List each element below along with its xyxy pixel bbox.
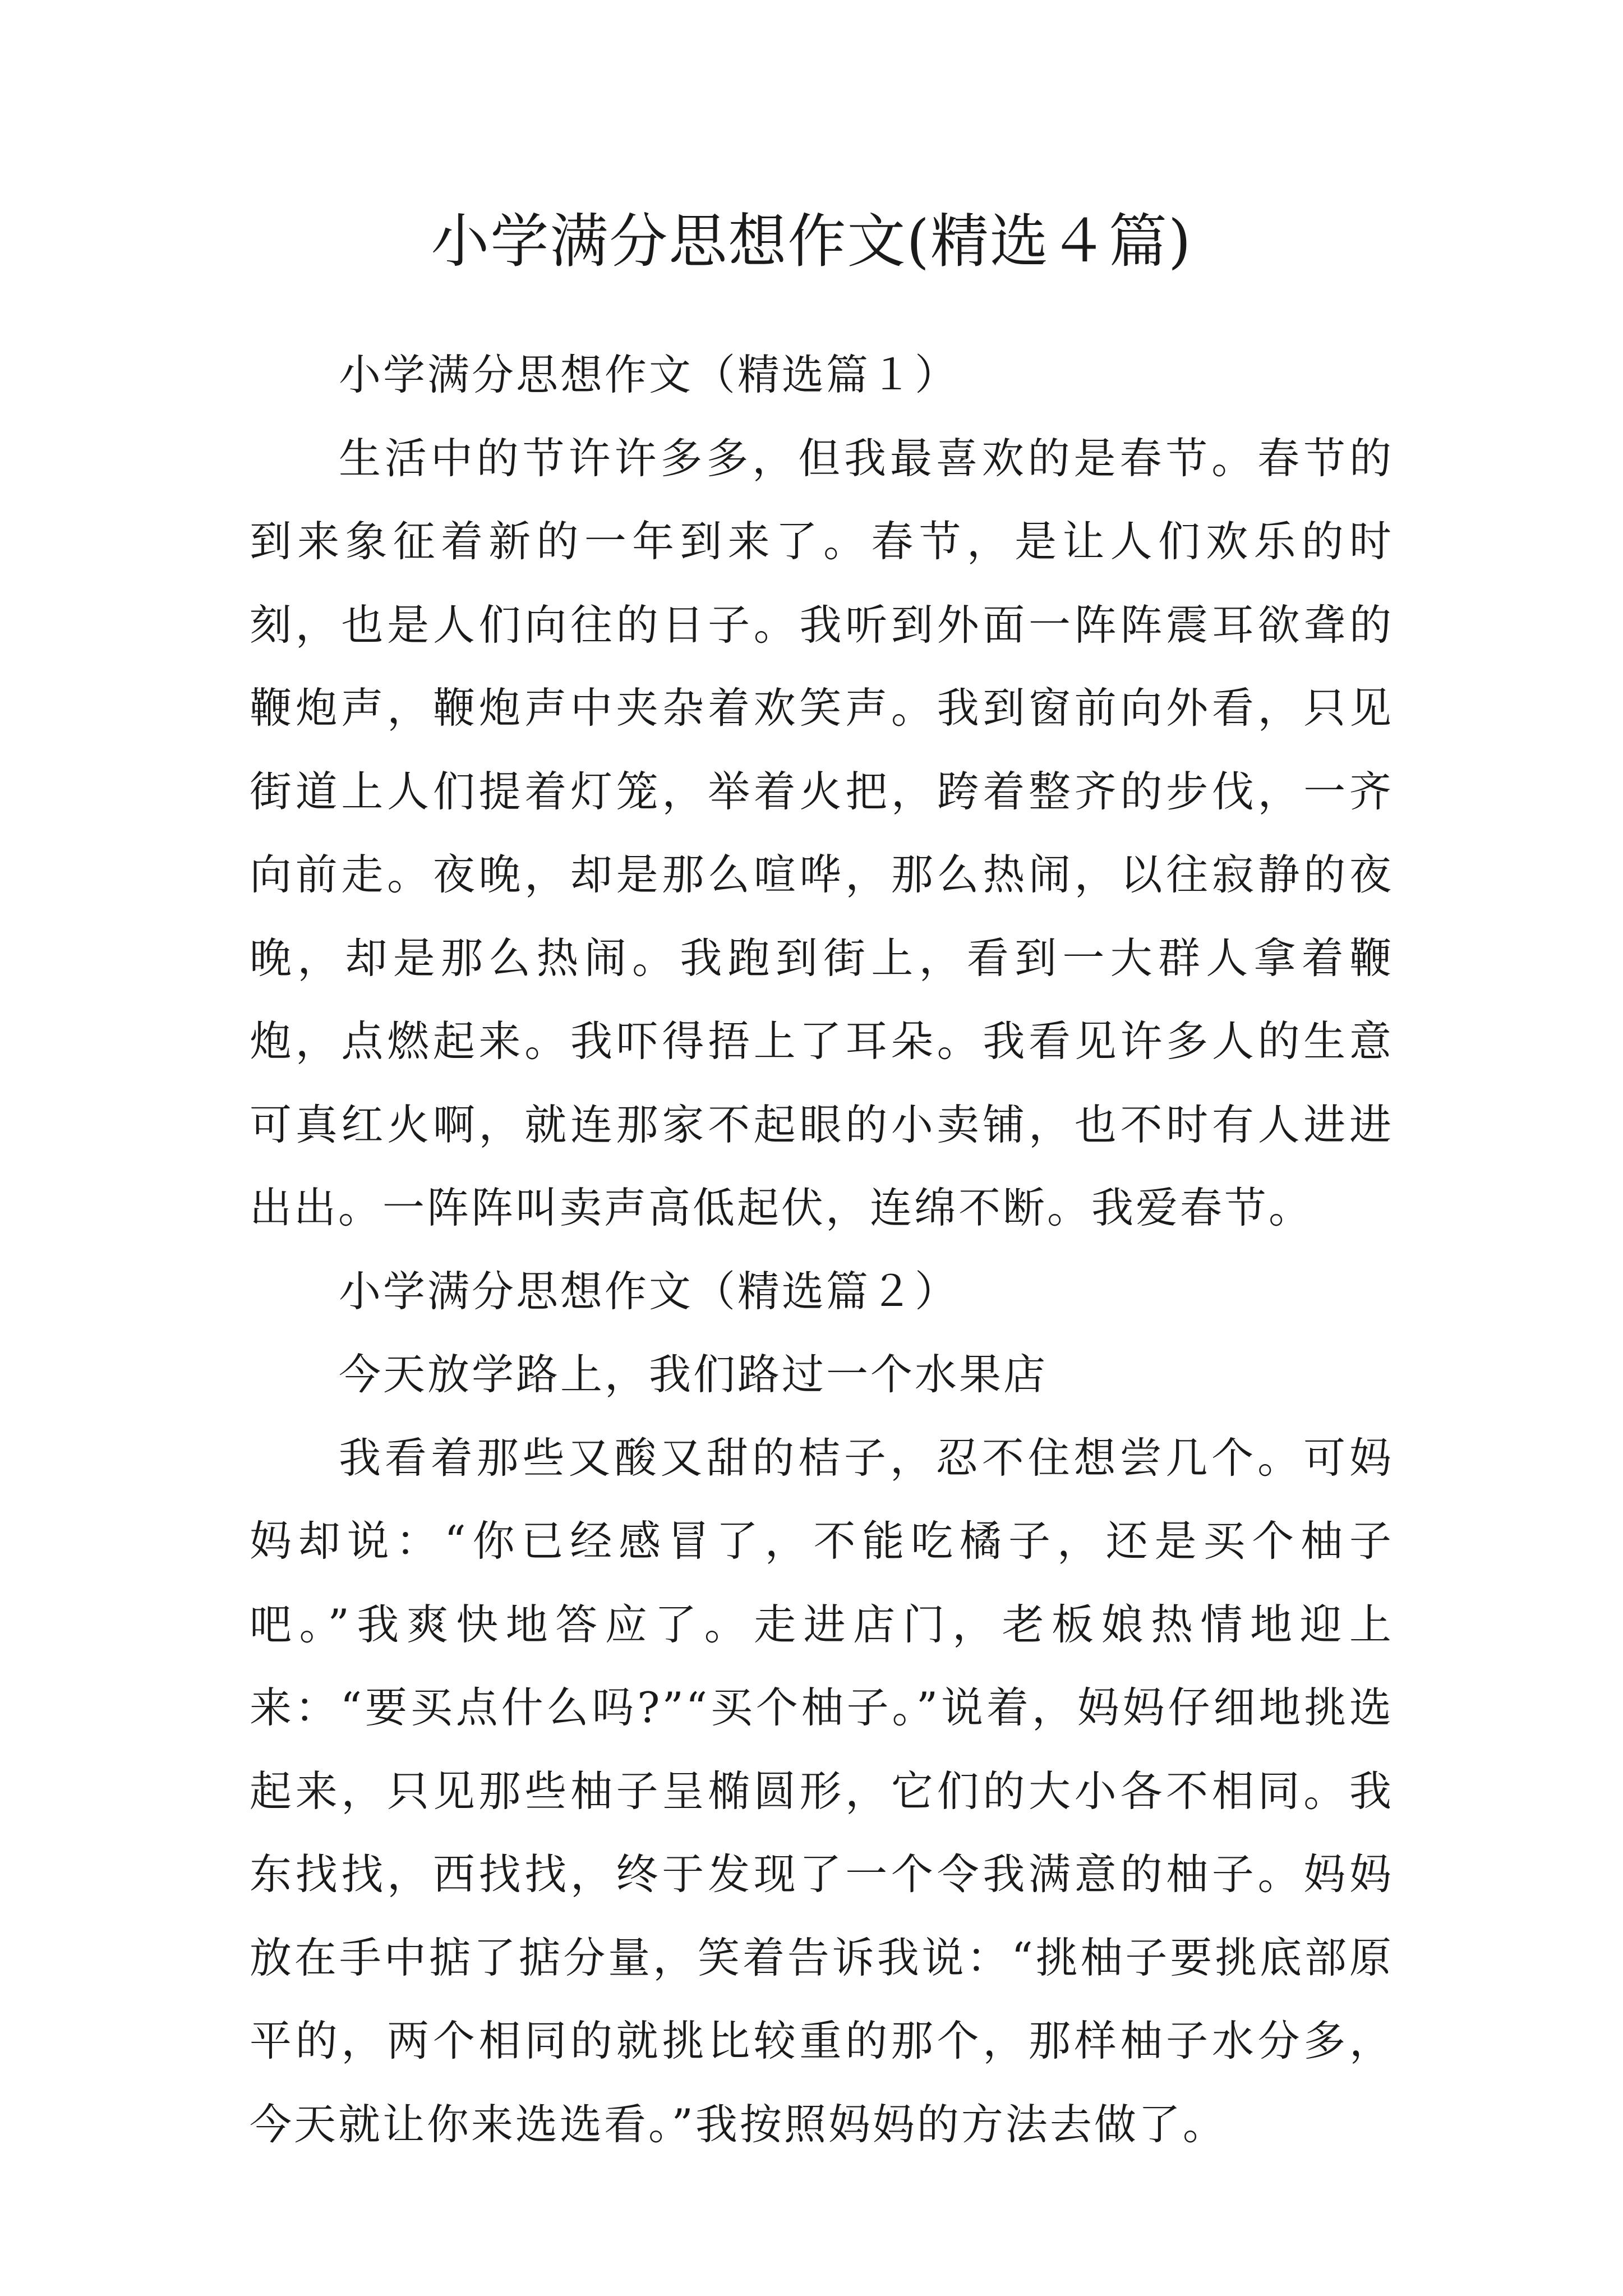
document-body (250, 333, 1394, 2166)
section-2-paragraph-1: 今天放学路上，我们路过一个水果店 (339, 1350, 1048, 1399)
document-title: 小学满分思想作文(精选４篇) (431, 207, 1192, 275)
section-heading-2: 小学满分思想作文（精选篇２） (339, 1266, 960, 1316)
section-2-paragraph-2: 我看着那些又酸又甜的桔子，忍不住想尝几个。可妈妈却说：“你已经感冒了，不能吃橘子，还是买个柚子吧。”我爽快地答应了。走进店门，老板娘热情地迎上来：“要买点什么吗?”“买个柚子。”说着，妈妈仔细地挑选起来，只见那些柚子呈椭圆形，它们的大小各不相同。我东找找，西找找，终于发现了一个令我满意的柚子。妈妈放在手中掂了掂分量，笑着告诉我说：“挑柚子要挑底部原平的，两个相同的就挑比较重的那个，那样柚子水分多，今天就让你来选选看。”我按照妈妈的方法去做了。 (250, 1433, 1394, 2149)
section-heading-1: 小学满分思想作文（精选篇１） (339, 350, 960, 399)
section-1-paragraph-1: 生活中的节许许多多，但我最喜欢的是春节。春节的到来象征着新的一年到来了。春节，是让人们欢乐的时刻，也是人们向往的日子。我听到外面一阵阵震耳欲聋的鞭炮声，鞭炮声中夹杂着欢笑声。我到窗前向外看，只见街道上人们提着灯笼，举着火把，跨着整齐的步伐，一齐向前走。夜晚，却是那么喧哗，那么热闹，以往寂静的夜晚，却是那么热闹。我跑到街上，看到一大群人拿着鞭炮，点燃起来。我吓得捂上了耳朵。我看见许多人的生意可真红火啊，就连那家不起眼的小卖铺，也不时有人进进出出。一阵阵叫卖声高低起伏，连绵不断。我爱春节。 (250, 433, 1394, 1232)
